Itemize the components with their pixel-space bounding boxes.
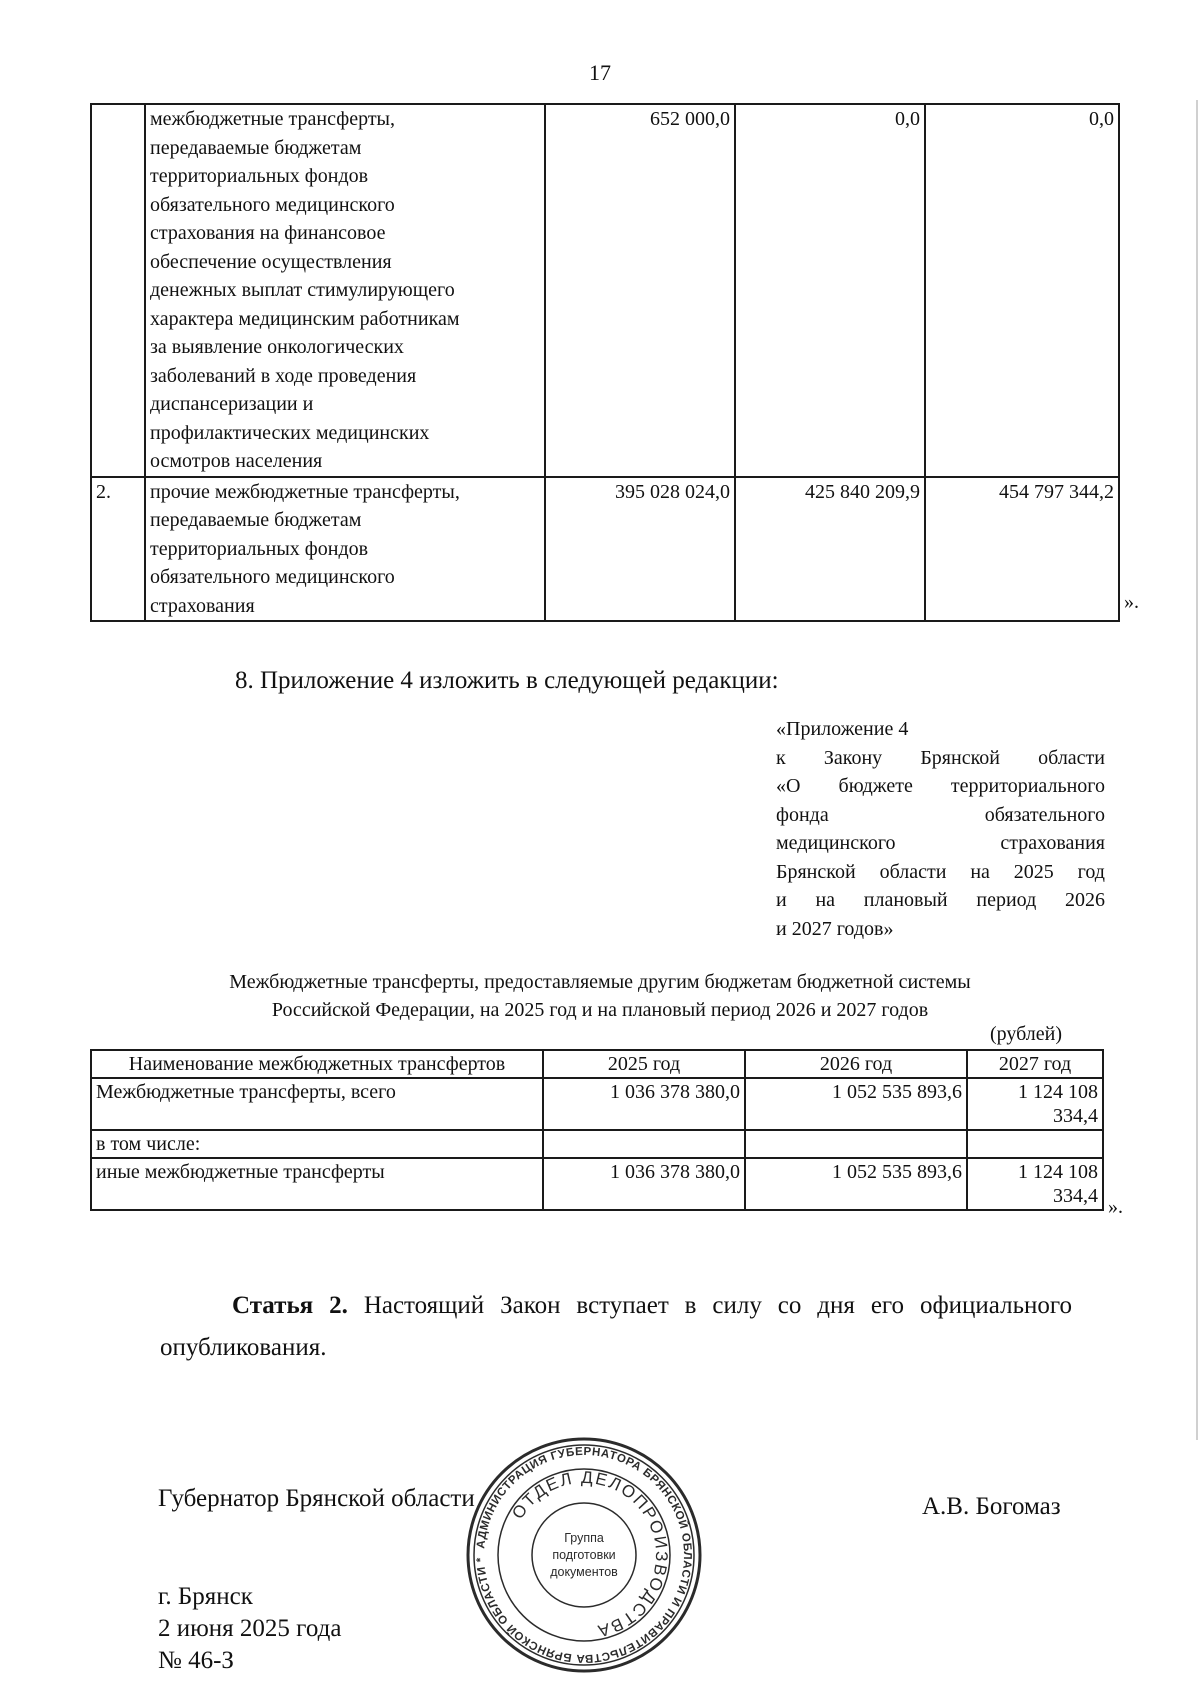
appendix-line: медицинского страхования: [776, 832, 1105, 854]
cell-2027: 1 124 108 334,4: [967, 1158, 1103, 1210]
table-title-line: Российской Федерации, на 2025 год и на плановый период 2026 и 2027 годов: [271, 999, 929, 1021]
governor-title: Губернатор Брянской области: [158, 1485, 475, 1512]
description-line: обязательного медицинского: [150, 193, 395, 216]
cell-2026: [745, 1130, 967, 1158]
description-line: страхования: [150, 594, 255, 617]
closing-quote: ».: [1108, 1196, 1123, 1218]
table-row: [91, 1158, 1103, 1210]
law-number: № 46-З: [158, 1647, 234, 1674]
table-row: [91, 104, 1119, 477]
page-number: 17: [589, 60, 611, 85]
stamp-inner-text: ОТДЕЛ ДЕЛОПРОИЗВОДСТВА: [508, 1467, 672, 1641]
value-2027: 0,0: [925, 104, 1119, 477]
article-label: Статья 2.: [232, 1292, 348, 1319]
value-2025: 395 028 024,0: [545, 477, 735, 622]
official-stamp: [464, 1435, 704, 1675]
appendix-line: и 2027 годов»: [776, 917, 894, 940]
description-line: осмотров населения: [150, 450, 323, 472]
value-2026: 425 840 209,9: [735, 477, 925, 622]
table-title-line: Межбюджетные трансферты, предоставляемые другим бюджетам бюджетной системы: [229, 971, 971, 993]
transfers-continuation-table: [90, 103, 1120, 622]
description-line: обеспечение осуществления: [150, 250, 392, 273]
appendix-header: [776, 715, 1105, 943]
appendix-line: к Закону Брянской области: [776, 746, 1105, 769]
table-row: [91, 1130, 1103, 1158]
row-description: [145, 477, 545, 622]
description-line: профилактических медицинских: [150, 421, 430, 444]
description-line: передаваемые бюджетам: [150, 136, 362, 159]
description-line: межбюджетные трансферты,: [150, 108, 395, 130]
row-number: [91, 104, 145, 477]
closing-quote: ».: [1124, 591, 1139, 613]
table-title: [100, 968, 1100, 1024]
description-line: характера медицинским работникам: [150, 307, 460, 330]
cell-2025: 1 036 378 380,0: [543, 1078, 745, 1130]
table-header-row: [91, 1050, 1103, 1078]
cell-2026: 1 052 535 893,6: [745, 1158, 967, 1210]
cell-name: в том числе:: [91, 1130, 543, 1158]
scan-edge: [1196, 100, 1198, 1440]
table-row: [91, 1078, 1103, 1130]
description-line: страхования на финансовое: [150, 222, 386, 244]
description-line: заболеваний в ходе проведения: [150, 364, 417, 387]
place-date-number: [158, 1581, 341, 1677]
cell-2025: 1 036 378 380,0: [543, 1158, 745, 1210]
stamp-center-line: подготовки: [552, 1548, 616, 1562]
article-text: Настоящий Закон вступает в силу со дня его официального: [363, 1292, 1073, 1319]
cell-2026: 1 052 535 893,6: [745, 1078, 967, 1130]
value-2025: 652 000,0: [545, 104, 735, 477]
description-line: территориальных фондов: [150, 165, 369, 187]
description-line: обязательного медицинского: [150, 566, 395, 588]
description-line: прочие межбюджетные трансферты,: [150, 480, 460, 503]
cell-2025: [543, 1130, 745, 1158]
description-line: территориальных фондов: [150, 537, 369, 560]
header-2026: 2026 год: [745, 1050, 967, 1078]
header-2025: 2025 год: [543, 1050, 745, 1078]
appendix-line: фонда обязательного: [776, 803, 1105, 826]
appendix-line: Брянской области на 2025 год: [776, 860, 1105, 883]
units-label: (рублей): [990, 1023, 1063, 1045]
appendix-line: и на плановый период 2026: [776, 889, 1105, 911]
cell-2027: [967, 1130, 1103, 1158]
city: г. Брянск: [158, 1583, 253, 1610]
header-2027: 2027 год: [967, 1050, 1103, 1078]
cell-name: иные межбюджетные трансферты: [91, 1158, 543, 1210]
stamp-outer-text: АДМИНИСТРАЦИЯ ГУБЕРНАТОРА БРЯНСКОЙ ОБЛАСТИ И ПРАВИТЕЛЬСТВА БРЯНСКОЙ ОБЛАСТИ *: [474, 1445, 694, 1665]
stamp-center-line: Группа: [564, 1531, 604, 1545]
description-line: за выявление онкологических: [150, 336, 404, 358]
description-line: передаваемые бюджетам: [150, 509, 362, 531]
article-2-continuation: опубликования.: [160, 1334, 327, 1361]
cell-2027: 1 124 108 334,4: [967, 1078, 1103, 1130]
table-row: [91, 477, 1119, 622]
article-2: [232, 1278, 1072, 1334]
date: 2 июня 2025 года: [158, 1615, 342, 1642]
row-description: [145, 104, 545, 477]
cell-name: Межбюджетные трансферты, всего: [91, 1078, 543, 1130]
description-line: диспансеризации и: [150, 393, 314, 415]
appendix-line: «О бюджете территориального: [776, 775, 1105, 797]
item-8-heading: 8. Приложение 4 изложить в следующей редакции:: [235, 667, 779, 694]
header-name: Наименование межбюджетных трансфертов: [91, 1050, 543, 1078]
appendix-line: «Приложение 4: [776, 718, 909, 740]
value-2027: 454 797 344,2: [925, 477, 1119, 622]
row-number: 2.: [91, 477, 145, 622]
value-2026: 0,0: [735, 104, 925, 477]
interbudget-transfers-table: [90, 1049, 1104, 1211]
governor-name: А.В. Богомаз: [922, 1493, 1061, 1520]
description-line: денежных выплат стимулирующего: [150, 279, 455, 301]
stamp-center-line: документов: [550, 1565, 618, 1579]
